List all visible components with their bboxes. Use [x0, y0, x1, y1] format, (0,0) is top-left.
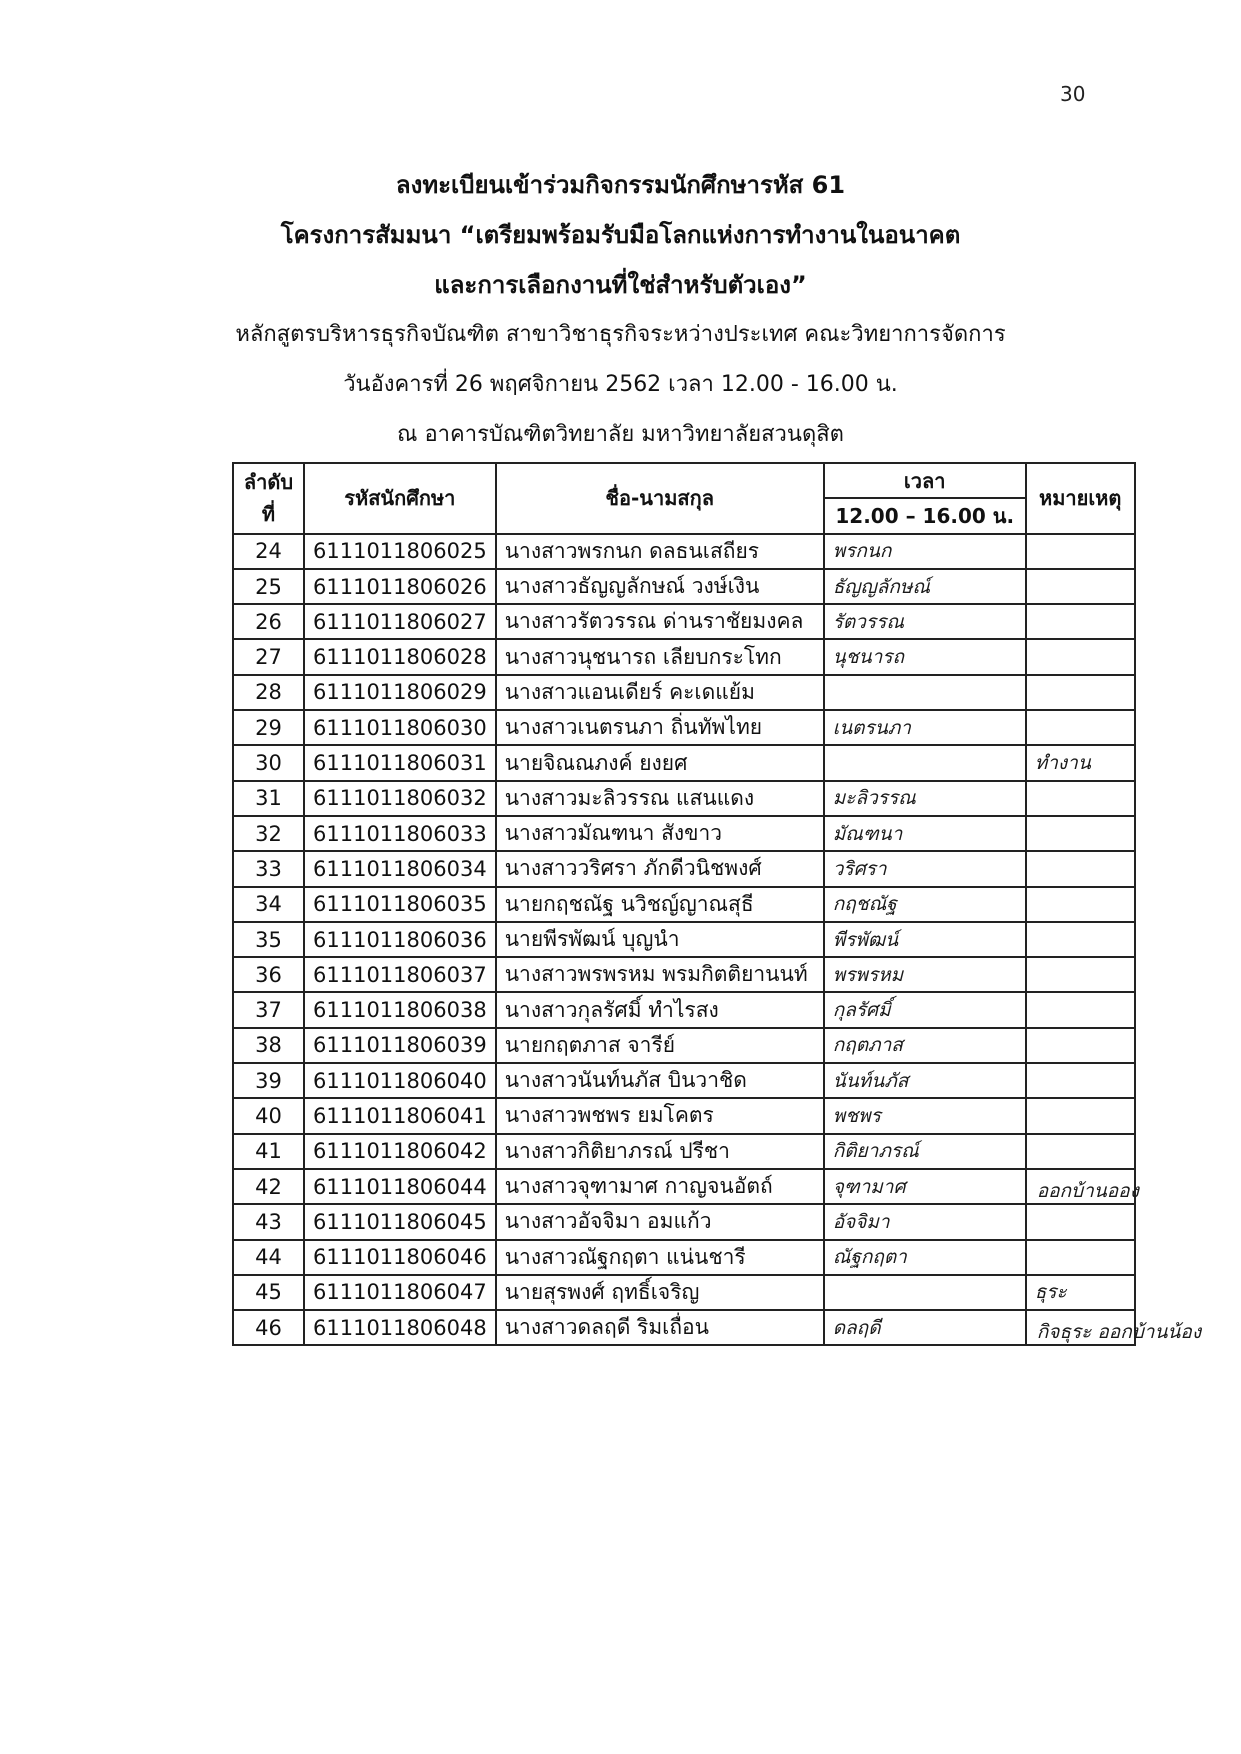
row-student-name: นางสาวพชพร ยมโคตร — [496, 1098, 824, 1133]
row-number: 24 — [233, 534, 304, 569]
row-remark: ธุระ — [1026, 1275, 1135, 1310]
row-number: 42 — [233, 1169, 304, 1204]
row-remark — [1026, 1240, 1135, 1275]
table-row — [233, 922, 1135, 957]
row-signature: มัณฑนา — [824, 816, 1026, 851]
row-student-id: 6111011806035 — [304, 887, 496, 922]
header-student-id: รหัสนักศึกษา — [304, 463, 496, 534]
header-no: ลำดับ ที่ — [233, 463, 304, 534]
row-signature: มะลิวรรณ — [824, 781, 1026, 816]
row-number: 39 — [233, 1063, 304, 1098]
table-row — [233, 1240, 1135, 1275]
row-student-id: 6111011806030 — [304, 710, 496, 745]
header-remark: หมายเหตุ — [1026, 463, 1135, 534]
row-signature: พรกนก — [824, 534, 1026, 569]
row-signature: กุลรัศมิ์ — [824, 992, 1026, 1027]
row-number: 28 — [233, 675, 304, 710]
page-number: 30 — [1060, 82, 1086, 106]
table-row — [233, 1275, 1135, 1310]
row-remark — [1026, 957, 1135, 992]
row-student-id: 6111011806029 — [304, 675, 496, 710]
row-student-name: นางสาวนันท์นภัส บินวาชิด — [496, 1063, 824, 1098]
row-remark — [1026, 1098, 1135, 1133]
table-row — [233, 604, 1135, 639]
row-number: 35 — [233, 922, 304, 957]
table-row — [233, 675, 1135, 710]
row-number: 31 — [233, 781, 304, 816]
table-row — [233, 957, 1135, 992]
heading-line-6: ณ อาคารบัณฑิตวิทยาลัย มหาวิทยาลัยสวนดุสิต — [397, 422, 844, 447]
row-remark — [1026, 639, 1135, 674]
header-time: เวลา — [824, 463, 1026, 498]
table-body — [233, 534, 1202, 1346]
row-student-id: 6111011806048 — [304, 1310, 496, 1345]
header-time-range: 12.00 – 16.00 น. — [824, 498, 1026, 533]
row-number: 25 — [233, 569, 304, 604]
row-remark — [1026, 1310, 1202, 1345]
row-student-id: 6111011806038 — [304, 992, 496, 1027]
heading-line-2: โครงการสัมมนา “เตรียมพร้อมรับมือโลกแห่งการทำงานในอนาคต — [280, 221, 961, 249]
row-remark — [1026, 675, 1135, 710]
table-row — [233, 1063, 1135, 1098]
heading-line-3: และการเลือกงานที่ใช่สำหรับตัวเอง” — [434, 271, 807, 299]
row-student-name: นางสาวแอนเดียร์ คะเดแย้ม — [496, 675, 824, 710]
header-name: ชื่อ-นามสกุล — [496, 463, 824, 534]
row-signature: ดลฤดี — [824, 1310, 1026, 1345]
row-number: 45 — [233, 1275, 304, 1310]
row-student-name: นางสาววริศรา ภักดีวนิชพงศ์ — [496, 851, 824, 886]
row-student-name: นายพีรพัฒน์ บุญนำ — [496, 922, 824, 957]
row-signature — [824, 745, 1026, 780]
table-row — [233, 816, 1135, 851]
table-row — [233, 1028, 1135, 1063]
row-signature: วริศรา — [824, 851, 1026, 886]
row-student-name: นางสาวณัฐกฤตา แน่นชารี — [496, 1240, 824, 1275]
row-student-id: 6111011806046 — [304, 1240, 496, 1275]
row-student-id: 6111011806034 — [304, 851, 496, 886]
table-row — [233, 745, 1135, 780]
row-number: 29 — [233, 710, 304, 745]
table-row — [233, 851, 1135, 886]
row-student-name: นางสาวธัญญลักษณ์ วงษ์เงิน — [496, 569, 824, 604]
row-remark — [1026, 1204, 1135, 1239]
row-number: 32 — [233, 816, 304, 851]
row-signature — [824, 1275, 1026, 1310]
row-signature: จุฑามาศ — [824, 1169, 1026, 1204]
row-student-name: นายกฤชณัฐ นวิชญ์ญาณสุธี — [496, 887, 824, 922]
row-signature: ธัญญลักษณ์ — [824, 569, 1026, 604]
row-student-name: นางสาวรัตวรรณ ด่านราชัยมงคล — [496, 604, 824, 639]
row-student-id: 6111011806047 — [304, 1275, 496, 1310]
row-student-name: นางสาวดลฤดี ริมเถื่อน — [496, 1310, 824, 1345]
row-student-name: นายจิณณภงค์ ยงยศ — [496, 745, 824, 780]
table-row — [233, 569, 1135, 604]
row-student-id: 6111011806044 — [304, 1169, 496, 1204]
row-student-name: นางสาวนุชนารถ เลียบกระโทก — [496, 639, 824, 674]
row-remark — [1026, 887, 1135, 922]
row-student-name: นางสาวเนตรนภา ถิ่นทัพไทย — [496, 710, 824, 745]
row-remark — [1026, 922, 1135, 957]
row-signature: เนตรนภา — [824, 710, 1026, 745]
table-row — [233, 1098, 1135, 1133]
row-remark — [1026, 851, 1135, 886]
table-row — [233, 1204, 1135, 1239]
row-signature: อัจจิมา — [824, 1204, 1026, 1239]
row-number: 41 — [233, 1134, 304, 1169]
heading-line-4: หลักสูตรบริหารธุรกิจบัณฑิต สาขาวิชาธุรกิจระหว่างประเทศ คณะวิทยาการจัดการ — [235, 322, 1006, 347]
row-number: 33 — [233, 851, 304, 886]
table-row — [233, 992, 1135, 1027]
row-student-name: นางสาวกุลรัศมิ์ ทำไรสง — [496, 992, 824, 1027]
row-student-name: นายกฤตภาส จารีย์ — [496, 1028, 824, 1063]
row-student-name: นางสาวกิติยาภรณ์ ปรีชา — [496, 1134, 824, 1169]
row-number: 43 — [233, 1204, 304, 1239]
row-student-name: นางสาวพรกนก ดลธนเสถียร — [496, 534, 824, 569]
row-number: 44 — [233, 1240, 304, 1275]
row-number: 46 — [233, 1310, 304, 1345]
row-student-id: 6111011806027 — [304, 604, 496, 639]
table-row — [233, 887, 1135, 922]
row-student-id: 6111011806037 — [304, 957, 496, 992]
row-signature: รัตวรรณ — [824, 604, 1026, 639]
row-remark — [1026, 710, 1135, 745]
row-student-name: นางสาวจุฑามาศ กาญจนอัตถ์ — [496, 1169, 824, 1204]
row-student-id: 6111011806042 — [304, 1134, 496, 1169]
row-student-name: นางสาวมะลิวรรณ แสนแดง — [496, 781, 824, 816]
row-remark — [1026, 534, 1135, 569]
row-number: 34 — [233, 887, 304, 922]
row-student-id: 6111011806039 — [304, 1028, 496, 1063]
row-remark — [1026, 781, 1135, 816]
row-number: 37 — [233, 992, 304, 1027]
row-remark — [1026, 569, 1135, 604]
table-row — [233, 534, 1135, 569]
row-student-id: 6111011806045 — [304, 1204, 496, 1239]
row-student-id: 6111011806032 — [304, 781, 496, 816]
row-number: 38 — [233, 1028, 304, 1063]
row-signature: พชพร — [824, 1098, 1026, 1133]
row-remark — [1026, 816, 1135, 851]
registration-table — [232, 462, 1202, 1346]
table-row — [233, 1169, 1135, 1204]
row-student-id: 6111011806033 — [304, 816, 496, 851]
row-signature: กฤตภาส — [824, 1028, 1026, 1063]
row-remark — [1026, 992, 1135, 1027]
document-heading — [0, 160, 1241, 460]
row-signature: พรพรหม — [824, 957, 1026, 992]
table-row — [233, 781, 1135, 816]
row-student-id: 6111011806026 — [304, 569, 496, 604]
row-remark — [1026, 1134, 1135, 1169]
row-number: 30 — [233, 745, 304, 780]
row-signature: กิติยาภรณ์ — [824, 1134, 1026, 1169]
row-remark — [1026, 1169, 1139, 1204]
row-remark: ทำงาน — [1026, 745, 1135, 780]
row-student-name: นางสาวอัจจิมา อมแก้ว — [496, 1204, 824, 1239]
heading-line-1: ลงทะเบียนเข้าร่วมกิจกรรมนักศึกษารหัส 61 — [395, 171, 846, 199]
row-student-id: 6111011806028 — [304, 639, 496, 674]
row-number: 27 — [233, 639, 304, 674]
row-number: 40 — [233, 1098, 304, 1133]
row-student-name: นางสาวพรพรหม พรมกิตติยานนท์ — [496, 957, 824, 992]
row-remark — [1026, 1063, 1135, 1098]
table-row — [233, 1310, 1135, 1345]
row-student-id: 6111011806036 — [304, 922, 496, 957]
table-row — [233, 710, 1135, 745]
row-student-id: 6111011806040 — [304, 1063, 496, 1098]
row-student-id: 6111011806025 — [304, 534, 496, 569]
row-student-id: 6111011806041 — [304, 1098, 496, 1133]
row-number: 26 — [233, 604, 304, 639]
row-signature: กฤชณัฐ — [824, 887, 1026, 922]
table-row — [233, 1134, 1135, 1169]
row-number: 36 — [233, 957, 304, 992]
row-signature — [824, 675, 1026, 710]
row-student-id: 6111011806031 — [304, 745, 496, 780]
remark-overflow-text: กิจธุระ ออกบ้านน้อง — [1036, 1321, 1202, 1344]
row-signature: นุชนารถ — [824, 639, 1026, 674]
row-signature: พีรพัฒน์ — [824, 922, 1026, 957]
heading-line-5: วันอังคารที่ 26 พฤศจิกายน 2562 เวลา 12.00 - 16.00 น. — [343, 372, 898, 397]
row-student-name: นายสุรพงศ์ ฤทธิ์เจริญ — [496, 1275, 824, 1310]
row-remark — [1026, 604, 1135, 639]
row-signature: นันท์นภัส — [824, 1063, 1026, 1098]
row-remark — [1026, 1028, 1135, 1063]
table-row — [233, 639, 1135, 674]
row-student-name: นางสาวมัณฑนา สังขาว — [496, 816, 824, 851]
remark-overflow-text: ออกบ้านออง — [1036, 1179, 1139, 1202]
row-signature: ณัฐกฤตา — [824, 1240, 1026, 1275]
